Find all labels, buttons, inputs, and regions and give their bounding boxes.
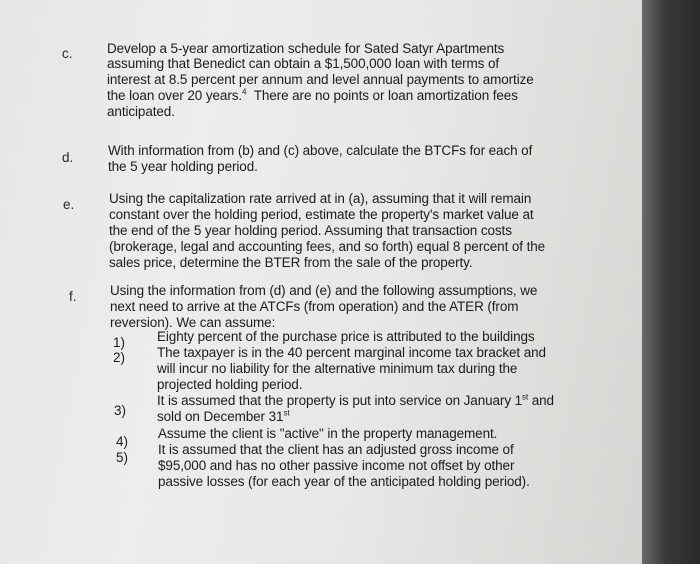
item-d-text [108, 143, 532, 174]
item-f-line: Using the information from (d) and (e) and the following assumptions, we [110, 283, 538, 298]
assumption-line [157, 409, 554, 424]
item-e-line: constant over the holding period, estimate the property's market value at [109, 207, 534, 222]
item-c-letter: c. [62, 46, 73, 61]
item-e-line: the end of the 5 year holding period. Assuming that transaction costs [109, 223, 512, 238]
item-f-line: reversion). We can assume: [110, 315, 276, 330]
assumption-line: $95,000 and has no other passive income not offset by other [158, 458, 515, 473]
assumption-3 [157, 393, 554, 424]
item-c-line [107, 88, 534, 103]
item-e-line: (brokerage, legal and accounting fees, and so forth) equal 8 percent of the [109, 239, 546, 254]
assumption-number: 2) [113, 350, 126, 365]
item-f-letter: f. [69, 289, 77, 304]
item-c-line: anticipated. [107, 104, 175, 119]
assumption-line-part: and [528, 393, 554, 408]
assumption-line-part: It is assumed that the property is put into service on January 1 [157, 393, 523, 408]
assumption-5 [158, 442, 530, 489]
item-e-letter: e. [63, 197, 75, 212]
assumption-number: 1) [113, 335, 126, 350]
assumption-line-part: sold on December 31 [157, 409, 284, 424]
assumption-1 [157, 329, 535, 344]
assumption-number: 3) [114, 403, 127, 418]
ordinal-suffix: st [522, 392, 529, 402]
assumption-number: 4) [116, 434, 129, 449]
item-d-line: the 5 year holding period. [108, 159, 258, 174]
footnote-mark: 4 [242, 87, 247, 97]
item-c-line-part: There are no points or loan amortization fees [253, 88, 518, 103]
item-c-text [107, 41, 534, 119]
item-c-line: assuming that Benedict can obtain a $1,500,000 loan with terms of [107, 56, 500, 71]
assumption-line: The taxpayer is in the 40 percent marginal income tax bracket and [157, 345, 546, 360]
item-e-line: sales price, determine the BTER from the sale of the property. [109, 255, 473, 270]
assumption-line: It is assumed that the client has an adjusted gross income of [158, 442, 514, 457]
item-c-line: Develop a 5-year amortization schedule for Sated Satyr Apartments [107, 41, 505, 56]
item-d-letter: d. [62, 150, 74, 165]
assumption-number: 5) [116, 450, 129, 465]
assumption-2 [157, 345, 546, 392]
item-f-line: next need to arrive at the ATCFs (from operation) and the ATER (from [110, 299, 519, 314]
item-e-line: Using the capitalization rate arrived at in (a), assuming that it will remain [109, 191, 532, 206]
item-e-text [109, 191, 545, 270]
assumption-line: Eighty percent of the purchase price is attributed to the buildings [157, 329, 535, 344]
item-f-text [110, 283, 537, 330]
item-d-line: With information from (b) and (c) above, calculate the BTCFs for each of [108, 143, 533, 158]
assumption-4 [158, 426, 497, 441]
item-c-line-part: the loan over 20 years. [107, 88, 243, 103]
item-c-line: interest at 8.5 percent per annum and level annual payments to amortize [107, 72, 534, 87]
ordinal-suffix: st [283, 408, 290, 418]
assumption-line: will incur no liability for the alternative minimum tax during the [157, 361, 518, 376]
assumption-line: Assume the client is "active" in the property management. [158, 426, 498, 441]
assumption-line: passive losses (for each year of the anticipated holding period). [158, 474, 530, 489]
assumption-line [157, 393, 554, 408]
dark-background-edge [642, 0, 700, 564]
assumption-line: projected holding period. [157, 377, 303, 392]
